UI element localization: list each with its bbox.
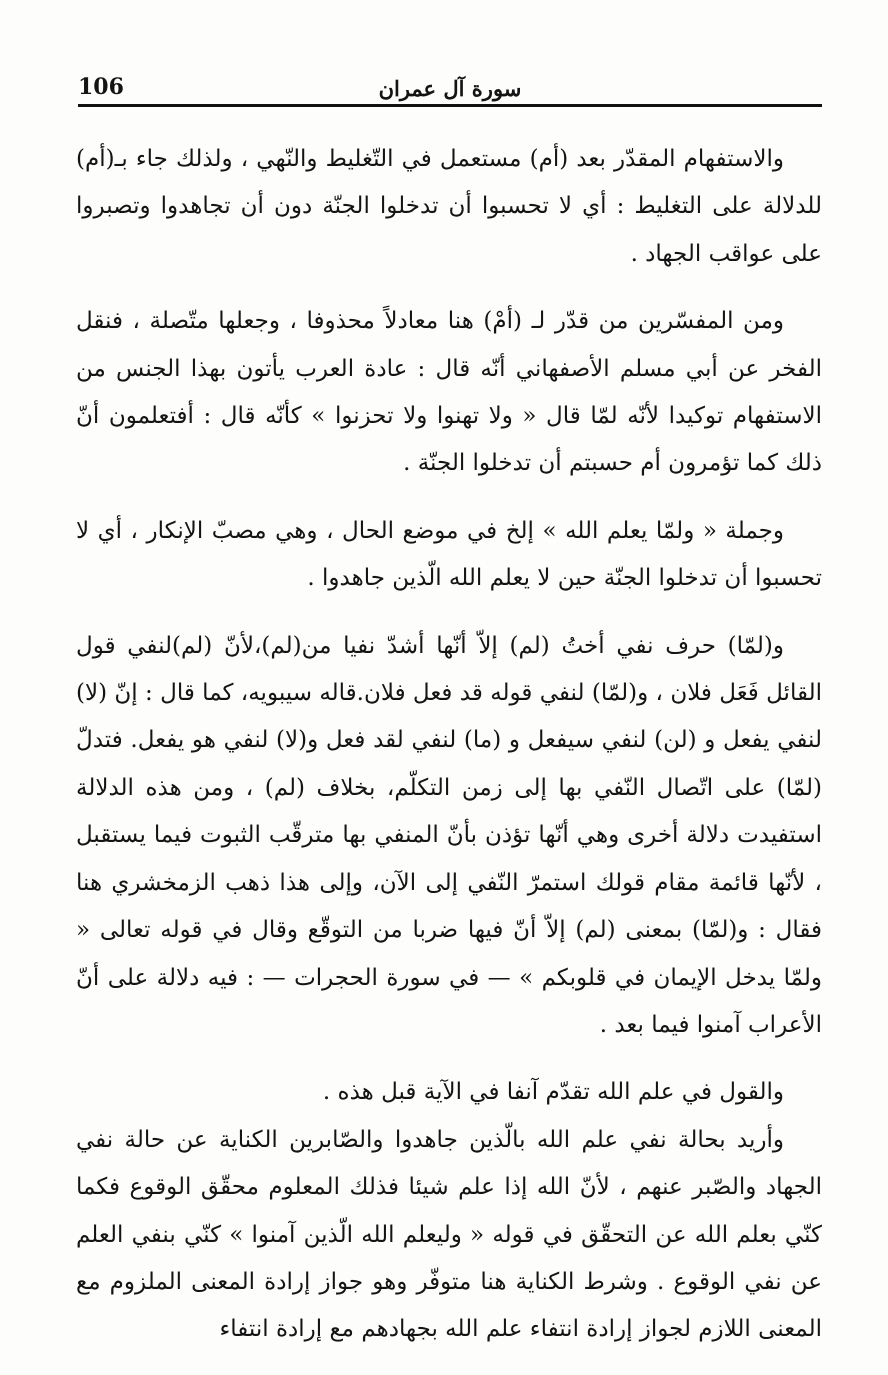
paragraph: والقول في علم الله تقدّم آنفا في الآية قبل هذه .	[322, 1079, 784, 1106]
page-header	[78, 74, 822, 104]
body-text	[76, 136, 822, 1354]
paragraph: وأريد بحالة نفي علم الله بالّذين جاهدوا والصّابرين الكناية عن حالة نفي الجهاد والصّبر عنهم ، لأنّ الله إذا علم شيئا فذلك المعلوم محقّق الوقوع فكما كنّي بعلم الله عن التحقّق في قوله « وليعلم الله الّذين آمنوا » كنّي بنفي العلم عن نفي الوقوع . وشرط الكناية هنا متوفّر وهو جواز إرادة المعنى الملزوم مع المعنى اللازم لجواز إرادة انتفاء علم الله بجهادهم مع إرادة انتفاء	[76, 1126, 822, 1343]
paragraph: و(لمّا) حرف نفي أختُ (لم) إلاّ أنّها أشدّ نفيا من(لم)،لأنّ (لم)لنفي قول القائل فَعَل فلان ، و(لمّا) لنفي قوله قد فعل فلان.قاله سيبويه، كما قال : إنّ (لا) لنفي يفعل و (لن) لنفي سيفعل و (ما) لنفي لقد فعل و(لا) لنفي هو يفعل. فتدلّ (لمّا) على اتّصال النّفي بها إلى زمن التكلّم، بخلاف (لم) ، ومن هذه الدلالة استفيدت دلالة أخرى وهي أنّها تؤذن بأنّ المنفي بها مترقّب الثبوت فيما يستقبل ، لأنّها قائمة مقام قولك استمرّ النّفي إلى الآن، وإلى هذا ذهب الزمخشري هنا فقال : و(لمّا) بمعنى (لم) إلاّ أنّ فيها ضربا من التوقّع وقال في قوله تعالى « ولمّا يدخل الإيمان في قلوبكم » — في سورة الحجرات — : فيه دلالة على أنّ الأعراب آمنوا فيما بعد .	[76, 632, 822, 1038]
paragraph: ومن المفسّرين من قدّر لـ (أمْ) هنا معادلاً محذوفا ، وجعلها متّصلة ، فنقل الفخر عن أبي مسلم الأصفهاني أنّه قال : عادة العرب يأتون بهذا الجنس من الاستفهام توكيدا لأنّه لمّا قال « ولا تهنوا ولا تحزنوا » كأنّه قال : أفتعلمون أنّ ذلك كما تؤمرون أم حسبتم أن تدخلوا الجنّة .	[76, 308, 822, 477]
paragraph: وجملة « ولمّا يعلم الله » إلخ في موضع الحال ، وهي مصبّ الإنكار ، أي لا تحسبوا أن تدخلوا الجنّة حين لا يعلم الله الّذين جاهدوا .	[76, 517, 822, 592]
surah-title: سورة آل عمران	[378, 76, 522, 101]
page-number: 106	[78, 74, 124, 100]
paragraph: والاستفهام المقدّر بعد (أم) مستعمل في التّغليط والنّهي ، ولذلك جاء بـ(أم) للدلالة على التغليط : أي لا تحسبوا أن تدخلوا الجنّة دون أن تجاهدوا وتصبروا على عواقب الجهاد .	[76, 146, 822, 267]
header-divider	[78, 104, 822, 107]
